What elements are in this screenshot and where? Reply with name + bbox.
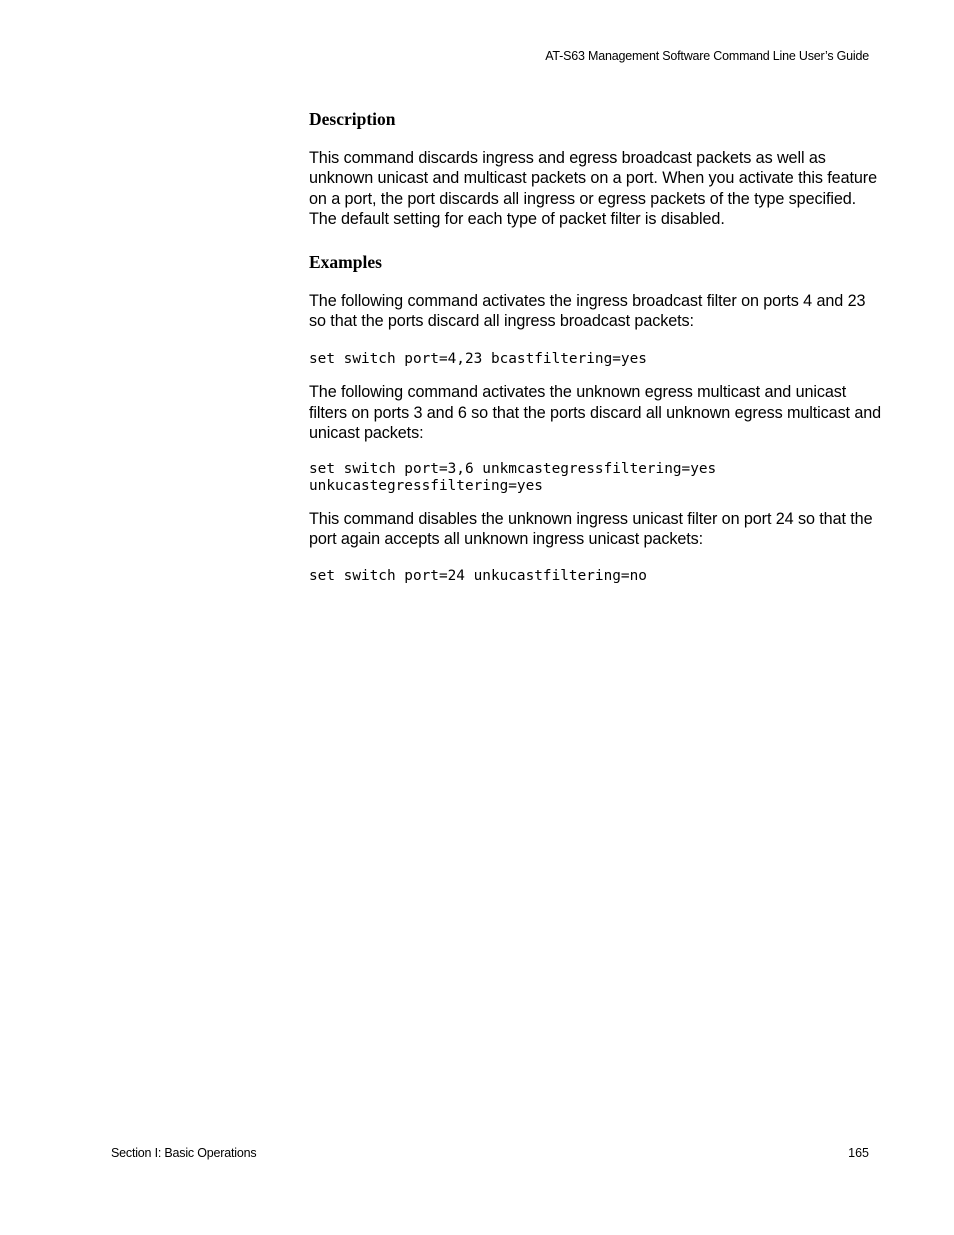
footer-page-number: 165 xyxy=(848,1146,869,1160)
description-heading: Description xyxy=(309,109,396,129)
example-2-code: set switch port=3,6 unkmcastegressfiltering=yes unkucastegressfiltering=yes xyxy=(309,461,717,494)
page-content xyxy=(309,108,884,584)
example-1-text: The following command activates the ingress broadcast filter on ports 4 and 23 so that the ports discard all ingress broadcast packets: xyxy=(309,292,866,331)
example-3-code: set switch port=24 unkucastfiltering=no xyxy=(309,567,647,584)
examples-heading: Examples xyxy=(309,252,382,273)
running-header: AT-S63 Management Software Command Line User’s Guide xyxy=(545,49,869,63)
description-paragraph: This command discards ingress and egress broadcast packets as well as unknown unicast and multicast packets on a port. When you activate this feature on a port, the port discards all ingress or egress packets of the type specified. The default setting for each type of packet filter is disabled. xyxy=(309,149,877,228)
footer-section: Section I: Basic Operations xyxy=(111,1146,257,1160)
example-3-text: This command disables the unknown ingress unicast filter on port 24 so that the port again accepts all unknown ingress unicast packets: xyxy=(309,510,873,549)
example-2-text: The following command activates the unknown egress multicast and unicast filters on ports 3 and 6 so that the ports discard all unknown egress multicast and unicast packets: xyxy=(309,383,882,442)
example-1-code: set switch port=4,23 bcastfiltering=yes xyxy=(309,350,647,367)
